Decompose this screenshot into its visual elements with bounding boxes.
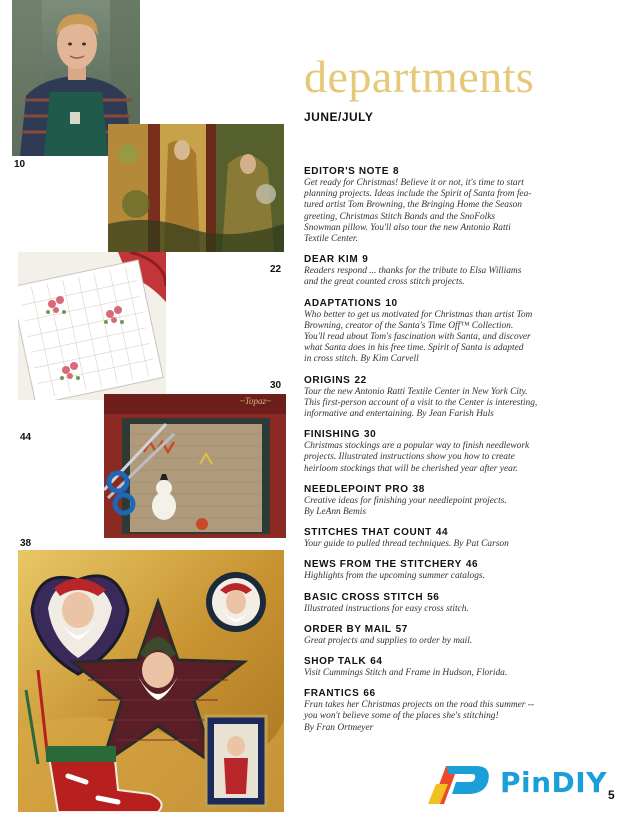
stocking-finishing-photo (104, 394, 286, 538)
department-entry (304, 484, 590, 518)
department-page-number: 22 (354, 374, 367, 386)
department-page-number: 30 (363, 429, 377, 441)
department-entry (304, 298, 590, 366)
department-description (304, 178, 590, 245)
description-line: what Santa does in his free time. Spirit of Santa is adapted (304, 343, 524, 354)
description-line: You'll read about Tom's fascination with Santa, and discover (304, 332, 531, 343)
pindiy-logo-text: PinDIY (500, 766, 607, 799)
department-heading (304, 429, 590, 440)
department-description (304, 266, 590, 288)
description-line: Visit Cummings Stitch and Frame in Hudson, Florida. (304, 668, 508, 679)
department-title: NEWS FROM THE STITCHERY (304, 559, 462, 571)
description-line: Who better to get us motivated for Christmas than artist Tom (304, 309, 533, 320)
department-page-number: 66 (363, 688, 376, 700)
department-heading (304, 624, 590, 635)
department-description (304, 636, 590, 647)
department-title: SHOP TALK (304, 656, 367, 668)
department-heading (304, 527, 590, 538)
description-line: planning projects. Ideas include the Spirit of Santa from fea- (304, 189, 532, 200)
department-entry (304, 688, 590, 734)
department-heading (304, 656, 590, 667)
department-title: ORIGINS (304, 374, 351, 386)
department-title: ADAPTATIONS (304, 297, 382, 309)
description-line: informative and entertaining. By Jean Farish Huls (304, 409, 494, 420)
description-line: you won't believe some of the places she's stitching! (304, 711, 499, 722)
photo-page-number: 38 (20, 538, 32, 549)
department-entry (304, 656, 590, 679)
description-line: Fran takes her Christmas projects on the road this summer -- (304, 700, 535, 711)
department-page-number: 64 (370, 656, 383, 668)
description-line: and the great counted cross stitch projects. (304, 277, 465, 288)
description-line: Textile Center. (304, 234, 358, 245)
description-line: tured artist Tom Browning, the Bringing Home the Season (304, 200, 522, 211)
description-line: Great projects and supplies to order by mail. (304, 635, 473, 646)
department-page-number: 9 (362, 254, 369, 266)
department-entry (304, 429, 590, 475)
watermark-label: ~Topaz~ (240, 396, 271, 406)
department-description (304, 700, 590, 734)
department-entry (304, 559, 590, 582)
description-line: Tour the new Antonio Ratti Textile Center in New York City. (304, 386, 528, 397)
cross-stitch-photo (18, 252, 166, 400)
description-line: Creative ideas for finishing your needlepoint projects. (304, 495, 507, 506)
page-title: departments (304, 51, 535, 102)
department-heading (304, 375, 590, 386)
description-line: greeting, Christmas Stitch Bands and the SnoFolks (304, 211, 496, 222)
description-line: in cross stitch. By Kim Carvell (304, 354, 419, 365)
department-heading (304, 592, 590, 603)
department-page-number: 44 (435, 527, 449, 539)
department-description (304, 310, 590, 366)
department-entry (304, 527, 590, 550)
department-title: ORDER BY MAIL (304, 623, 392, 635)
departments-list (304, 166, 590, 743)
photo-page-number: 30 (270, 380, 282, 391)
tapestry-photo (108, 124, 284, 252)
description-line: Browning, creator of the Santa's Time Off™ Collection. (304, 320, 514, 331)
department-description (304, 441, 590, 475)
department-page-number: 56 (427, 591, 440, 603)
photo-page-number: 10 (14, 159, 26, 170)
department-title: FINISHING (304, 429, 360, 441)
department-entry (304, 254, 590, 288)
description-line: Your guide to pulled thread techniques. By Pat Carson (304, 539, 509, 550)
description-line: Snowman pillow. You'll also tour the new Antonio Ratti (304, 222, 511, 233)
department-page-number: 8 (393, 166, 400, 177)
department-description (304, 496, 590, 518)
department-page-number: 57 (395, 623, 408, 635)
department-description (304, 668, 590, 679)
department-title: BASIC CROSS STITCH (304, 591, 424, 603)
description-line: This first-person account of a visit to the Center is interesting, (304, 397, 538, 408)
department-page-number: 46 (465, 559, 479, 571)
department-title: STITCHES THAT COUNT (304, 527, 432, 539)
department-heading (304, 298, 590, 309)
department-entry (304, 624, 590, 647)
department-description (304, 539, 590, 550)
department-heading (304, 484, 590, 495)
department-title: FRANTICS (304, 688, 360, 700)
department-title: DEAR KIM (304, 254, 359, 266)
department-heading (304, 254, 590, 265)
department-page-number: 10 (385, 297, 398, 309)
photo-page-number: 44 (20, 432, 32, 443)
department-entry (304, 592, 590, 615)
department-heading (304, 688, 590, 699)
department-heading (304, 559, 590, 570)
department-title: NEEDLEPOINT PRO (304, 483, 409, 495)
description-line: Readers respond ... thanks for the tribute to Elsa Williams (304, 266, 522, 277)
department-description (304, 604, 590, 615)
department-page-number: 38 (412, 483, 425, 495)
description-line: Get ready for Christmas! Believe it or not, it's time to start (304, 178, 524, 188)
description-line: heirloom stockings that will be cherished year after year. (304, 463, 518, 474)
department-description (304, 571, 590, 582)
page-folio: 5 (608, 788, 615, 802)
issue-date: JUNE/JULY (304, 110, 374, 124)
department-description (304, 387, 590, 421)
description-line: By LeAnn Bemis (304, 507, 366, 518)
santa-ornaments-photo (18, 550, 284, 812)
description-line: Illustrated instructions for easy cross stitch. (304, 603, 469, 614)
department-title: EDITOR'S NOTE (304, 166, 390, 177)
department-entry (304, 375, 590, 421)
description-line: Highlights from the upcoming summer catalogs. (304, 571, 485, 582)
department-entry (304, 166, 590, 245)
department-heading (304, 166, 590, 177)
description-line: By Fran Ortmeyer (304, 722, 374, 733)
photo-page-number: 22 (270, 264, 282, 275)
description-line: Christmas stockings are a popular way to finish needlework (304, 441, 530, 452)
description-line: projects. Illustrated instructions show you how to create (304, 452, 515, 463)
